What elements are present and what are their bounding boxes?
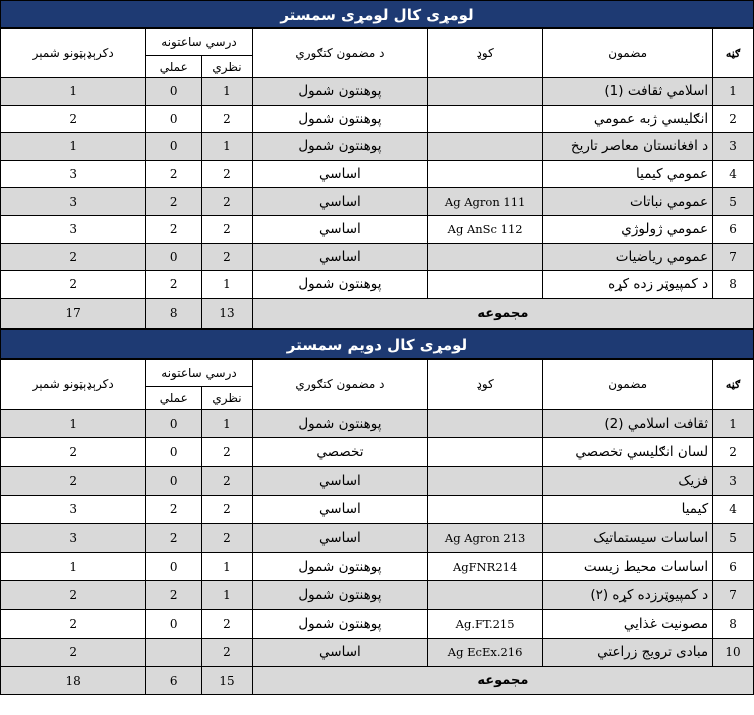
course-practical-hours: 2 <box>146 188 202 216</box>
course-row <box>1 609 754 638</box>
course-practical-hours: 0 <box>146 243 202 271</box>
course-row <box>1 466 754 495</box>
course-number: 1 <box>713 409 754 438</box>
course-theory-hours: 2 <box>202 466 253 495</box>
course-row <box>1 638 754 667</box>
course-number: 6 <box>713 552 754 581</box>
course-code: Ag Agron 213 <box>428 524 543 553</box>
course-code: AgFNR214 <box>428 552 543 581</box>
course-credits: 2 <box>1 438 146 467</box>
course-table <box>0 28 754 329</box>
total-credits: 18 <box>1 667 146 695</box>
course-subject: عمومي ریاضیات <box>543 243 713 271</box>
course-category: اساسي <box>252 524 427 553</box>
code-header: کوډ <box>428 359 543 409</box>
course-practical-hours: 0 <box>146 438 202 467</box>
course-row <box>1 524 754 553</box>
course-row <box>1 105 754 133</box>
total-label: مجموعه <box>252 667 753 695</box>
course-subject: اساسات محیط زیست <box>543 552 713 581</box>
theory-header: نظري <box>202 386 253 409</box>
course-code <box>428 438 543 467</box>
course-practical-hours: 2 <box>146 215 202 243</box>
course-category: اساسي <box>252 638 427 667</box>
total-row <box>1 667 754 695</box>
course-practical-hours: 2 <box>146 495 202 524</box>
course-theory-hours: 1 <box>202 409 253 438</box>
course-practical-hours: 2 <box>146 271 202 299</box>
course-subject: انګلیسي ژبه عمومي <box>543 105 713 133</box>
course-row <box>1 438 754 467</box>
credits-header: دکرېډېټونو شمېر <box>1 29 146 78</box>
course-practical-hours: 0 <box>146 78 202 106</box>
course-number: 2 <box>713 438 754 467</box>
course-subject: اساسات سیستماتیک <box>543 524 713 553</box>
course-credits: 1 <box>1 409 146 438</box>
course-theory-hours: 2 <box>202 609 253 638</box>
course-number: 7 <box>713 581 754 610</box>
code-header: کوډ <box>428 29 543 78</box>
course-category: پوهنتون شمول <box>252 409 427 438</box>
course-theory-hours: 2 <box>202 524 253 553</box>
course-subject: مبادی ترویج زراعتي <box>543 638 713 667</box>
number-column-icon <box>713 29 754 78</box>
course-practical-hours: 2 <box>146 160 202 188</box>
course-credits: 3 <box>1 160 146 188</box>
number-header-icon: ګڼه <box>725 47 741 60</box>
course-category: اساسي <box>252 188 427 216</box>
course-credits: 2 <box>1 609 146 638</box>
course-code <box>428 466 543 495</box>
course-credits: 2 <box>1 466 146 495</box>
course-row <box>1 160 754 188</box>
course-credits: 1 <box>1 552 146 581</box>
course-practical-hours: 0 <box>146 466 202 495</box>
subject-header: مضمون <box>543 29 713 78</box>
course-number: 2 <box>713 105 754 133</box>
course-subject: د کمپیوټرزده کړه (۲) <box>543 581 713 610</box>
course-theory-hours: 2 <box>202 243 253 271</box>
course-number: 3 <box>713 466 754 495</box>
semester-section <box>0 0 754 329</box>
course-practical-hours <box>146 638 202 667</box>
course-row <box>1 215 754 243</box>
total-row <box>1 298 754 328</box>
total-theory: 13 <box>202 298 253 328</box>
course-subject: لسان انګلیسي تخصصي <box>543 438 713 467</box>
number-header-icon: ګڼه <box>725 378 741 392</box>
course-theory-hours: 2 <box>202 215 253 243</box>
course-row <box>1 243 754 271</box>
course-code <box>428 581 543 610</box>
course-code: Ag AnSc 112 <box>428 215 543 243</box>
course-code <box>428 495 543 524</box>
practical-header: عملي <box>146 56 202 78</box>
course-row <box>1 495 754 524</box>
course-row <box>1 581 754 610</box>
course-theory-hours: 1 <box>202 271 253 299</box>
course-subject: عمومي ژولوژي <box>543 215 713 243</box>
course-code: Ag EcEx.216 <box>428 638 543 667</box>
course-category: تخصصي <box>252 438 427 467</box>
course-category: اساسي <box>252 215 427 243</box>
course-practical-hours: 0 <box>146 409 202 438</box>
credits-header: دکرېډېټونو شمېر <box>1 359 146 409</box>
course-category: اساسي <box>252 160 427 188</box>
course-credits: 2 <box>1 581 146 610</box>
course-theory-hours: 2 <box>202 105 253 133</box>
course-practical-hours: 0 <box>146 609 202 638</box>
course-category: پوهنتون شمول <box>252 105 427 133</box>
course-subject: اسلامي ثقافت (1) <box>543 78 713 106</box>
course-number: 8 <box>713 271 754 299</box>
course-category: پوهنتون شمول <box>252 78 427 106</box>
course-number: 5 <box>713 524 754 553</box>
header-row <box>1 29 754 56</box>
category-header: د مضمون کتګوري <box>252 29 427 78</box>
course-theory-hours: 1 <box>202 133 253 161</box>
course-credits: 2 <box>1 105 146 133</box>
subject-header: مضمون <box>543 359 713 409</box>
semester-title: لومړی کال لومړی سمستر <box>0 0 754 28</box>
course-theory-hours: 2 <box>202 160 253 188</box>
course-code: Ag Agron 111 <box>428 188 543 216</box>
course-category: اساسي <box>252 495 427 524</box>
category-header: د مضمون کتګوري <box>252 359 427 409</box>
course-row <box>1 552 754 581</box>
course-subject: د کمپیوټر زده کړه <box>543 271 713 299</box>
course-credits: 1 <box>1 78 146 106</box>
course-practical-hours: 2 <box>146 581 202 610</box>
course-subject: مصونیت غذایي <box>543 609 713 638</box>
course-theory-hours: 2 <box>202 495 253 524</box>
course-category: پوهنتون شمول <box>252 133 427 161</box>
course-subject: عمومي نباتات <box>543 188 713 216</box>
course-practical-hours: 0 <box>146 105 202 133</box>
course-category: پوهنتون شمول <box>252 581 427 610</box>
course-practical-hours: 2 <box>146 524 202 553</box>
course-credits: 1 <box>1 133 146 161</box>
course-number: 8 <box>713 609 754 638</box>
course-theory-hours: 1 <box>202 552 253 581</box>
course-number: 3 <box>713 133 754 161</box>
course-credits: 3 <box>1 495 146 524</box>
course-code <box>428 271 543 299</box>
semester-section <box>0 329 754 695</box>
course-credits: 3 <box>1 188 146 216</box>
practical-header: عملي <box>146 386 202 409</box>
course-category: اساسي <box>252 466 427 495</box>
course-row <box>1 188 754 216</box>
course-credits: 2 <box>1 243 146 271</box>
course-category: پوهنتون شمول <box>252 609 427 638</box>
course-row <box>1 409 754 438</box>
course-code <box>428 78 543 106</box>
course-code <box>428 133 543 161</box>
course-number: 4 <box>713 160 754 188</box>
course-code <box>428 409 543 438</box>
course-subject: د افغانستان معاصر تاریخ <box>543 133 713 161</box>
course-row <box>1 271 754 299</box>
course-subject: کیمیا <box>543 495 713 524</box>
course-table <box>0 359 754 695</box>
semester-title: لومړی کال دویم سمستر <box>0 329 754 359</box>
course-number: 10 <box>713 638 754 667</box>
total-practical: 8 <box>146 298 202 328</box>
number-column-icon <box>713 359 754 409</box>
course-credits: 2 <box>1 271 146 299</box>
course-credits: 3 <box>1 524 146 553</box>
total-label: مجموعه <box>252 298 753 328</box>
course-number: 7 <box>713 243 754 271</box>
course-credits: 3 <box>1 215 146 243</box>
course-number: 6 <box>713 215 754 243</box>
theory-header: نظري <box>202 56 253 78</box>
course-subject: فزیک <box>543 466 713 495</box>
course-theory-hours: 1 <box>202 581 253 610</box>
course-code <box>428 160 543 188</box>
header-row <box>1 359 754 386</box>
course-category: پوهنتون شمول <box>252 552 427 581</box>
course-theory-hours: 1 <box>202 78 253 106</box>
course-code <box>428 105 543 133</box>
course-number: 4 <box>713 495 754 524</box>
course-code: Ag.FT.215 <box>428 609 543 638</box>
total-theory: 15 <box>202 667 253 695</box>
course-subject: عمومي کیمیا <box>543 160 713 188</box>
course-number: 5 <box>713 188 754 216</box>
course-category: اساسي <box>252 243 427 271</box>
course-practical-hours: 0 <box>146 133 202 161</box>
course-number: 1 <box>713 78 754 106</box>
course-row <box>1 78 754 106</box>
hours-group-header: درسي ساعتونه <box>146 29 252 56</box>
course-code <box>428 243 543 271</box>
course-practical-hours: 0 <box>146 552 202 581</box>
hours-group-header: درسي ساعتونه <box>146 359 252 386</box>
course-row <box>1 133 754 161</box>
total-practical: 6 <box>146 667 202 695</box>
course-theory-hours: 2 <box>202 438 253 467</box>
total-credits: 17 <box>1 298 146 328</box>
course-theory-hours: 2 <box>202 188 253 216</box>
course-theory-hours: 2 <box>202 638 253 667</box>
course-category: پوهنتون شمول <box>252 271 427 299</box>
course-subject: ثقافت اسلامي (2) <box>543 409 713 438</box>
course-credits: 2 <box>1 638 146 667</box>
